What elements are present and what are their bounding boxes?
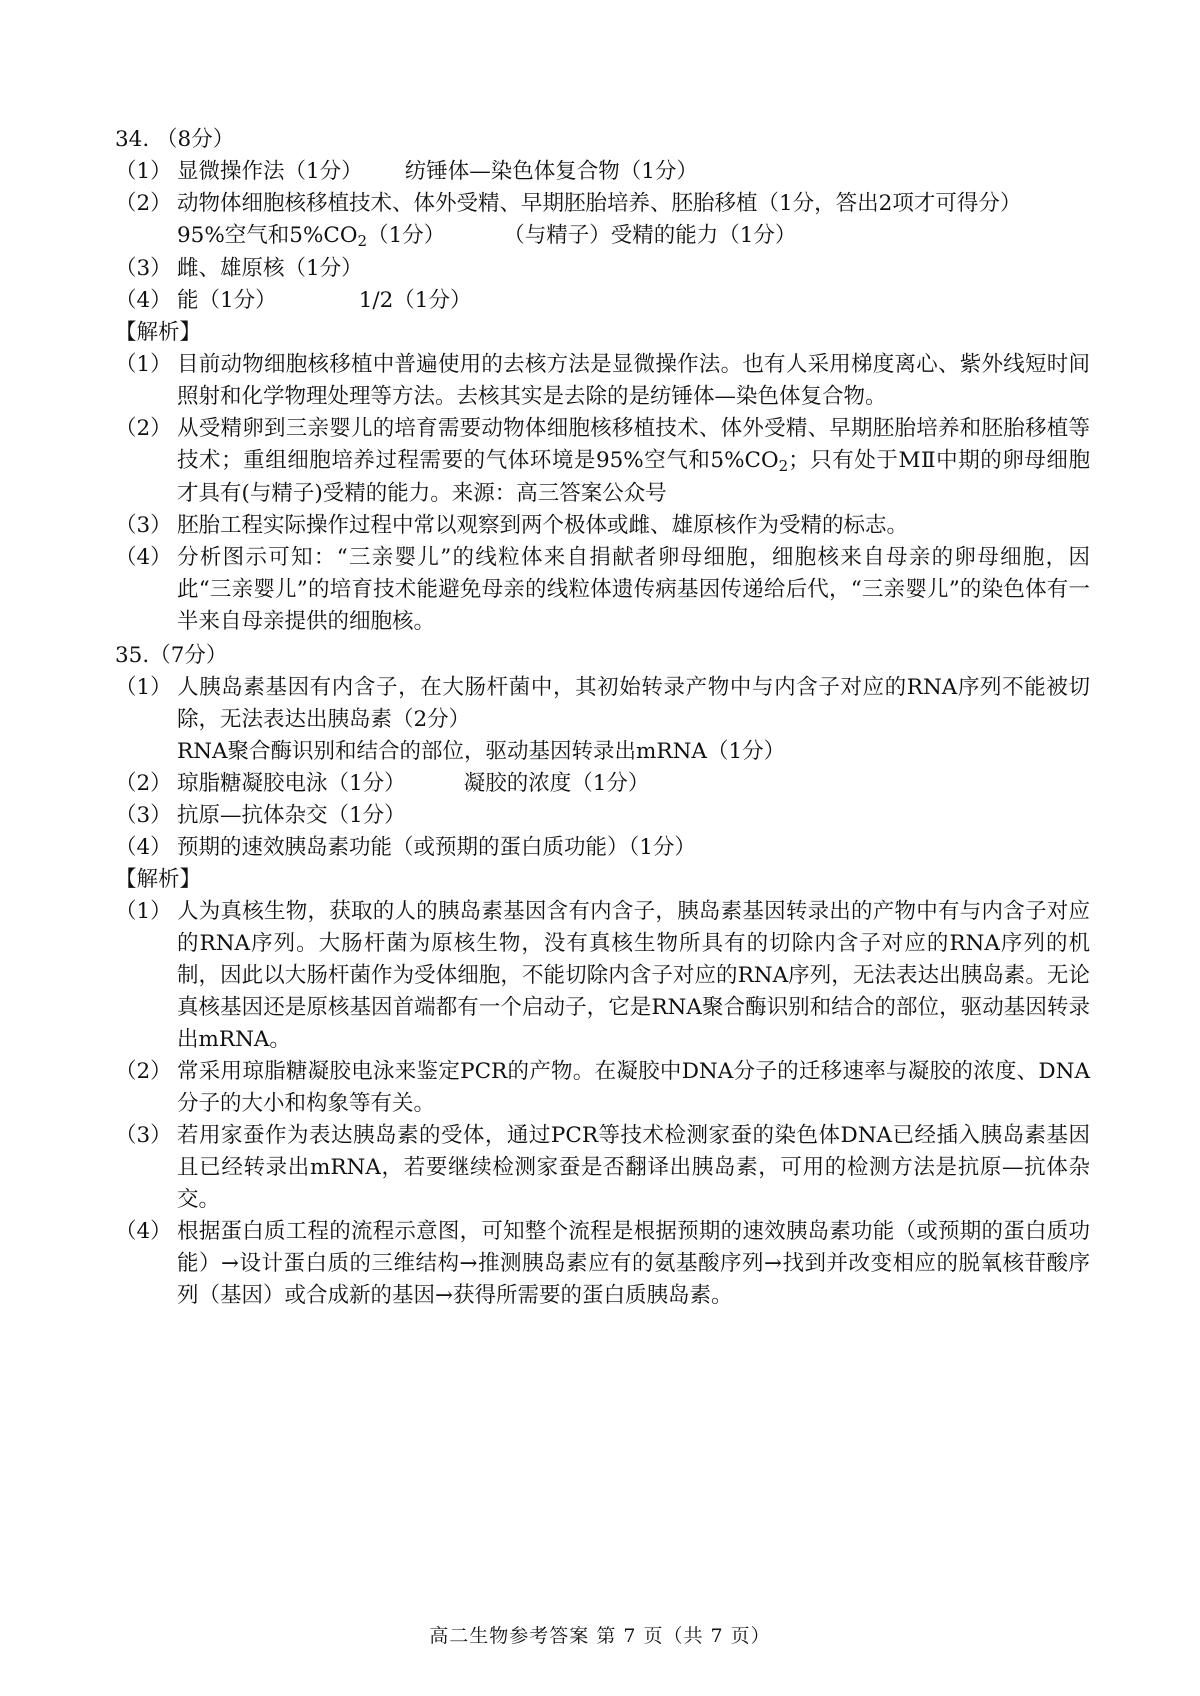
q35-header: 35.（7分）	[115, 643, 228, 668]
answer-text: 抗原—抗体杂交（1分）	[177, 803, 406, 828]
explanation-text: 常采用琼脂糖凝胶电泳来鉴定PCR的产物。在凝胶中DNA分子的迁移速率与凝胶的浓度、DNA分子的大小和构象等有关。	[177, 1059, 1090, 1116]
answer-text: 能（1分）	[177, 288, 277, 313]
q35-explanation-1	[115, 896, 1090, 1056]
q34-answer-1	[115, 156, 1090, 188]
subscript: 2	[778, 457, 789, 475]
q34-header: 34. （8分）	[115, 127, 235, 152]
answer-text: 显微操作法（1分）	[177, 159, 363, 184]
answer-text: 动物体细胞核移植技术、体外受精、早期胚胎培养、胚胎移植（1分，答出2项才可得分）	[177, 191, 1022, 216]
q35-explanation-3	[115, 1120, 1090, 1216]
answer-text: （与精子）受精的能力（1分）	[503, 223, 797, 248]
item-number: （4）	[115, 545, 172, 570]
analysis-heading: 【解析】	[115, 867, 202, 892]
q34-explanation-4	[115, 542, 1090, 638]
q35-answer-3	[115, 800, 1090, 832]
q35-explanation-2	[115, 1056, 1090, 1120]
item-number: （2）	[115, 1059, 172, 1084]
explanation-text: 根据蛋白质工程的流程示意图，可知整个流程是根据预期的速效胰岛素功能（或预期的蛋白质功能）→设计蛋白质的三维结构→推测胰岛素应有的氨基酸序列→找到并改变相应的脱氧核苷酸序列（基因）或合成新的基因→获得所需要的蛋白质胰岛素。	[177, 1219, 1090, 1308]
answer-text: RNA聚合酶识别和结合的部位，驱动基因转录出mRNA（1分）	[177, 739, 786, 764]
q34-answer-2-line2	[115, 220, 1090, 253]
explanation-text: 目前动物细胞核移植中普遍使用的去核方法是显微操作法。也有人采用梯度离心、紫外线短时间照射和化学物理处理等方法。去核其实是去除的是纺锤体—染色体复合物。	[177, 352, 1090, 409]
explanation-text: 人为真核生物，获取的人的胰岛素基因含有内含子，胰岛素基因转录出的产物中有与内含子对应的RNA序列。大肠杆菌为原核生物，没有真核生物所具有的切除内含子对应的RNA序列的机制，因此以大肠杆菌作为受体细胞，不能切除内含子对应的RNA序列，无法表达出胰岛素。无论真核基因还是原核基因首端都有一个启动子，它是RNA聚合酶识别和结合的部位，驱动基因转录出mRNA。	[177, 899, 1090, 1052]
item-number: （2）	[115, 416, 172, 441]
answer-text: 琼脂糖凝胶电泳（1分）	[177, 771, 406, 796]
item-number: （4）	[115, 288, 172, 313]
item-number: （4）	[115, 835, 172, 860]
answer-text: （1分）	[367, 223, 446, 248]
answer-text: 纺锤体—染色体复合物（1分）	[404, 159, 698, 184]
item-number: （1）	[115, 159, 172, 184]
q35-answer-1	[115, 672, 1090, 736]
page-footer: 高二生物参考答案 第 7 页（共 7 页）	[429, 1625, 771, 1647]
item-number: （1）	[115, 899, 172, 924]
analysis-heading: 【解析】	[115, 320, 202, 345]
q34-answer-2	[115, 188, 1090, 220]
subscript: 2	[357, 232, 368, 250]
q35-answer-4	[115, 832, 1090, 864]
item-number: （3）	[115, 1123, 172, 1148]
item-number: （3）	[115, 803, 172, 828]
q34-explanation-3	[115, 510, 1090, 542]
explanation-text: 若用家蚕作为表达胰岛素的受体，通过PCR等技术检测家蚕的染色体DNA已经插入胰岛素基因且已经转录出mRNA，若要继续检测家蚕是否翻译出胰岛素，可用的检测方法是抗原—抗体杂交。	[177, 1123, 1090, 1212]
item-number: （3）	[115, 513, 172, 538]
item-number: （2）	[115, 771, 172, 796]
q34-explanation-1	[115, 349, 1090, 413]
answer-page	[115, 122, 1090, 1312]
answer-text: 人胰岛素基因有内含子，在大肠杆菌中，其初始转录产物中与内含子对应的RNA序列不能被切除，无法表达出胰岛素（2分）	[177, 675, 1090, 732]
answer-text: 1/2（1分）	[358, 288, 472, 313]
explanation-text: 胚胎工程实际操作过程中常以观察到两个极体或雌、雄原核作为受精的标志。	[177, 513, 909, 538]
answer-text: 95%空气和5%CO	[177, 223, 358, 248]
explanation-text: 分析图示可知：“三亲婴儿”的线粒体来自捐献者卵母细胞，细胞核来自母亲的卵母细胞，因此“三亲婴儿”的培育技术能避免母亲的线粒体遗传病基因传递给后代，“三亲婴儿”的染色体有一半来自母亲提供的细胞核。	[177, 545, 1090, 634]
item-number: （1）	[115, 675, 172, 700]
explanation-text: ；只有处于MⅡ中期的卵母细胞才具有(与精子)受精的能力。来源：高三答案公众号	[177, 448, 1090, 506]
item-number: （2）	[115, 191, 172, 216]
q34-answer-3	[115, 253, 1090, 285]
item-number: （3）	[115, 256, 172, 281]
q35-answer-2	[115, 768, 1090, 800]
item-number: （4）	[115, 1219, 172, 1244]
answer-text: 雌、雄原核（1分）	[177, 256, 363, 281]
q35-answer-1-line2	[115, 736, 1090, 768]
q34-answer-4	[115, 285, 1090, 317]
answer-text: 凝胶的浓度（1分）	[463, 771, 650, 796]
q34-explanation-2	[115, 413, 1090, 510]
q35-explanation-4	[115, 1216, 1090, 1312]
item-number: （1）	[115, 352, 172, 377]
answer-text: 预期的速效胰岛素功能（或预期的蛋白质功能）（1分）	[177, 835, 696, 860]
explanation-text: 从受精卵到三亲婴儿的培育需要动物体细胞核移植技术、体外受精、早期胚胎培养和胚胎移植等技术；重组细胞培养过程需要的气体环境是95%空气和5%CO	[177, 416, 1090, 473]
